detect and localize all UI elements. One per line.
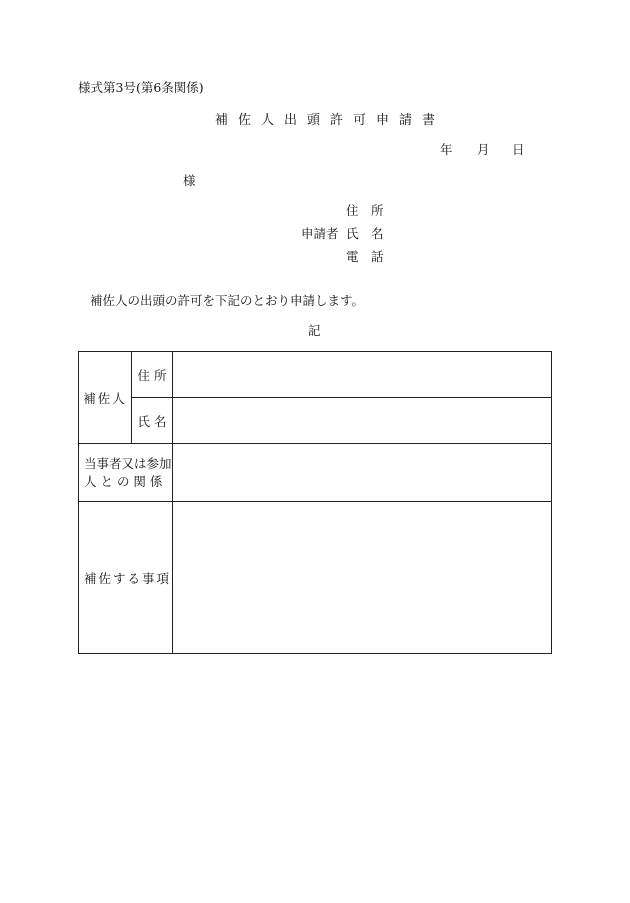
assistant-name-label-cell bbox=[132, 398, 173, 444]
body-text: 補佐人の出頭の許可を下記のとおり申請します。 bbox=[90, 293, 365, 308]
applicant-role-label: 申請者 bbox=[301, 226, 339, 241]
matters-field[interactable] bbox=[173, 502, 552, 654]
applicant-phone-label: 電 話 bbox=[346, 249, 384, 264]
assistant-name-label: 氏 名 bbox=[137, 413, 167, 429]
assistant-label: 補佐人 bbox=[83, 390, 127, 406]
applicant-address-label: 住 所 bbox=[346, 203, 384, 218]
form-number: 様式第3号(第6条関係) bbox=[78, 80, 204, 95]
matters-label: 補佐する事項 bbox=[84, 570, 172, 586]
relation-label-line2: 人 と の 関 係 bbox=[84, 473, 163, 489]
matters-label-cell bbox=[79, 502, 173, 654]
relation-label-cell bbox=[79, 444, 173, 502]
date-year: 年 bbox=[440, 142, 453, 157]
assistant-address-field[interactable] bbox=[173, 352, 552, 398]
assistant-name-field[interactable] bbox=[173, 398, 552, 444]
ki-label: 記 bbox=[308, 323, 321, 338]
application-table bbox=[78, 351, 552, 654]
relation-field[interactable] bbox=[173, 444, 552, 502]
addressee-suffix: 様 bbox=[183, 173, 196, 188]
date-day: 日 bbox=[512, 142, 525, 157]
assistant-label-cell bbox=[79, 352, 132, 444]
relation-label-line1: 当事者又は参加 bbox=[84, 455, 172, 471]
assistant-address-label-cell bbox=[132, 352, 173, 398]
document-title: 補佐人出頭許可申請書 bbox=[215, 113, 446, 128]
date-month: 月 bbox=[477, 142, 490, 157]
applicant-name-label: 氏 名 bbox=[346, 226, 384, 241]
assistant-address-label: 住 所 bbox=[137, 367, 167, 383]
